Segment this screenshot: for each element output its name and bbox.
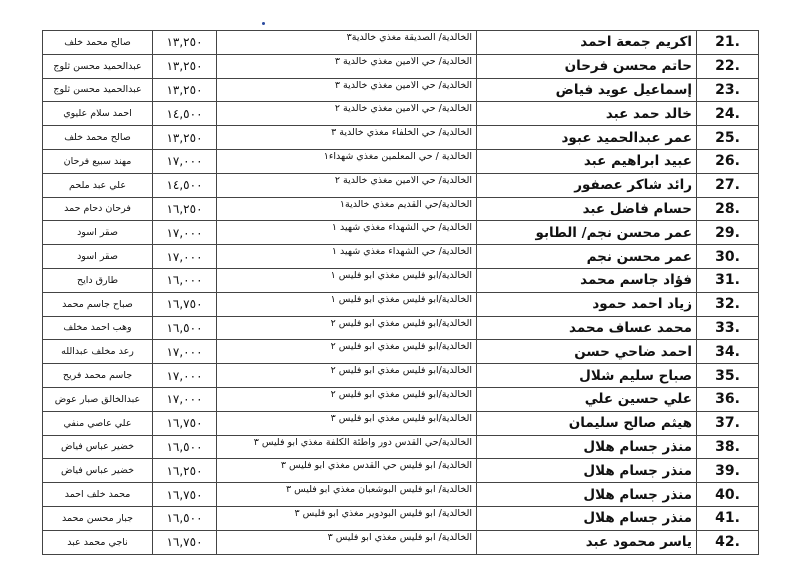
address-cell: الخالدية/ حي الامين مغذي خالدية ٣ [217, 54, 477, 78]
name-cell: ياسر محمود عبد [477, 530, 697, 554]
amount-cell: ١٦,٧٥٠ [153, 292, 217, 316]
amount-cell: ١٧,٠٠٠ [153, 149, 217, 173]
row-number-cell: 37. [697, 411, 759, 435]
representative-cell: صالح محمد خلف [43, 126, 153, 150]
name-cell: منذر جسام هلال [477, 483, 697, 507]
name-cell: محمد عساف محمد [477, 316, 697, 340]
name-cell: حاتم محسن فرحان [477, 54, 697, 78]
amount-cell: ١٦,٧٥٠ [153, 411, 217, 435]
representative-cell: عبدالخالق صبار عوض [43, 387, 153, 411]
name-cell: عمر محسن نجم [477, 245, 697, 269]
amount-cell: ١٤,٥٠٠ [153, 173, 217, 197]
amount-cell: ١٦,٥٠٠ [153, 506, 217, 530]
name-cell: هيثم صالح سليمان [477, 411, 697, 435]
representative-cell: جاسم محمد فريح [43, 364, 153, 388]
name-cell: منذر جسام هلال [477, 506, 697, 530]
address-cell: الخالدية/ حي الامين مغذي خالدية ٢ [217, 102, 477, 126]
representative-cell: وهب احمد مخلف [43, 316, 153, 340]
records-table [42, 30, 759, 555]
amount-cell: ١٣,٢٥٠ [153, 54, 217, 78]
representative-cell: ناجي محمد عبد [43, 530, 153, 554]
table-row [43, 316, 759, 340]
name-cell: احمد ضاحي حسن [477, 340, 697, 364]
row-number-cell: 33. [697, 316, 759, 340]
address-cell: الخالدية/ابو فليس مغذي ابو فليس ٢ [217, 340, 477, 364]
row-number-cell: 22. [697, 54, 759, 78]
table-row [43, 483, 759, 507]
row-number-cell: 34. [697, 340, 759, 364]
address-cell: الخالدية/ابو فليس مغذي ابو فليس ٣ [217, 411, 477, 435]
amount-cell: ١٧,٠٠٠ [153, 387, 217, 411]
row-number-cell: 28. [697, 197, 759, 221]
amount-cell: ١٣,٢٥٠ [153, 126, 217, 150]
row-number-cell: 38. [697, 435, 759, 459]
address-cell: الخالدية/ ابو فليس حي القدس مغذي ابو فليس ٣ [217, 459, 477, 483]
name-cell: زياد احمد حمود [477, 292, 697, 316]
representative-cell: مهند سبيع فرحان [43, 149, 153, 173]
name-cell: خالد حمد عبد [477, 102, 697, 126]
row-number-cell: 41. [697, 506, 759, 530]
row-number-cell: 42. [697, 530, 759, 554]
row-number-cell: 31. [697, 268, 759, 292]
table-row [43, 102, 759, 126]
row-number-cell: 25. [697, 126, 759, 150]
representative-cell: جبار محسن محمد [43, 506, 153, 530]
amount-cell: ١٧,٠٠٠ [153, 364, 217, 388]
amount-cell: ١٦,٧٥٠ [153, 530, 217, 554]
name-cell: علي حسين علي [477, 387, 697, 411]
row-number-cell: 30. [697, 245, 759, 269]
table-row [43, 54, 759, 78]
address-cell: الخالدية/ حي الامين مغذي خالدية ٣ [217, 78, 477, 102]
table-row [43, 197, 759, 221]
representative-cell: خضير عباس فياض [43, 435, 153, 459]
row-number-cell: 32. [697, 292, 759, 316]
representative-cell: احمد سلام عليوي [43, 102, 153, 126]
name-cell: عمر عبدالحميد عبود [477, 126, 697, 150]
table-row [43, 292, 759, 316]
row-number-cell: 23. [697, 78, 759, 102]
table-row [43, 78, 759, 102]
address-cell: الخالدية/حي القديم مغذي خالدية١ [217, 197, 477, 221]
address-cell: الخالدية/ابو فليس مغذي ابو فليس ٢ [217, 364, 477, 388]
name-cell: إسماعيل عويد فياض [477, 78, 697, 102]
table-row [43, 506, 759, 530]
table-row [43, 268, 759, 292]
name-cell: فؤاد جاسم محمد [477, 268, 697, 292]
row-number-cell: 27. [697, 173, 759, 197]
row-number-cell: 35. [697, 364, 759, 388]
amount-cell: ١٦,٢٥٠ [153, 459, 217, 483]
address-cell: الخالدية/ حي الامين مغذي خالدية ٢ [217, 173, 477, 197]
representative-cell: علي عبد ملحم [43, 173, 153, 197]
address-cell: الخالدية/ابو فليس مغذي ابو فليس ١ [217, 292, 477, 316]
name-cell: رائد شاكر عصفور [477, 173, 697, 197]
name-cell: عمر محسن نجم/ الطابو [477, 221, 697, 245]
table-row [43, 435, 759, 459]
row-number-cell: 40. [697, 483, 759, 507]
row-number-cell: 21. [697, 31, 759, 55]
amount-cell: ١٦,٧٥٠ [153, 483, 217, 507]
amount-cell: ١٧,٠٠٠ [153, 340, 217, 364]
amount-cell: ١٤,٥٠٠ [153, 102, 217, 126]
table-row [43, 530, 759, 554]
table-row [43, 411, 759, 435]
table-row [43, 245, 759, 269]
table-row [43, 364, 759, 388]
table-row [43, 340, 759, 364]
row-number-cell: 36. [697, 387, 759, 411]
representative-cell: علي عاصي منفي [43, 411, 153, 435]
name-cell: صباح سليم شلال [477, 364, 697, 388]
amount-cell: ١٣,٢٥٠ [153, 78, 217, 102]
table-row [43, 459, 759, 483]
representative-cell: صالح محمد خلف [43, 31, 153, 55]
row-number-cell: 26. [697, 149, 759, 173]
name-cell: منذر جسام هلال [477, 459, 697, 483]
amount-cell: ١٧,٠٠٠ [153, 221, 217, 245]
name-cell: منذر جسام هلال [477, 435, 697, 459]
address-cell: الخالدية/ ابو فليس البوشعبان مغذي ابو فليس ٣ [217, 483, 477, 507]
row-number-cell: 24. [697, 102, 759, 126]
representative-cell: صقر اسود [43, 245, 153, 269]
representative-cell: صقر اسود [43, 221, 153, 245]
amount-cell: ١٦,٥٠٠ [153, 316, 217, 340]
table-row [43, 149, 759, 173]
ink-dot [262, 22, 265, 25]
table-row [43, 126, 759, 150]
address-cell: الخالدية/ ابو فليس البودوير مغذي ابو فليس ٣ [217, 506, 477, 530]
representative-cell: محمد خلف احمد [43, 483, 153, 507]
address-cell: الخالدية/ابو فليس مغذي ابو فليس ٢ [217, 316, 477, 340]
table-row [43, 173, 759, 197]
table-row [43, 221, 759, 245]
address-cell: الخالدية / حي المعلمين مغذي شهداء١ [217, 149, 477, 173]
address-cell: الخالدية/ حي الخلفاء مغذي خالدية ٣ [217, 126, 477, 150]
amount-cell: ١٣,٢٥٠ [153, 31, 217, 55]
table-row [43, 31, 759, 55]
representative-cell: رعد مخلف عبدالله [43, 340, 153, 364]
address-cell: الخالدية/ الصديقة مغذي خالدية٣ [217, 31, 477, 55]
address-cell: الخالدية/حي القدس دور واطئة الكلفة مغذي ابو فليس ٣ [217, 435, 477, 459]
address-cell: الخالدية/ابو فليس مغذي ابو فليس ١ [217, 268, 477, 292]
amount-cell: ١٦,٠٠٠ [153, 268, 217, 292]
representative-cell: خضير عباس فياض [43, 459, 153, 483]
amount-cell: ١٦,٥٠٠ [153, 435, 217, 459]
representative-cell: عبدالحميد محسن ثلوج [43, 78, 153, 102]
row-number-cell: 29. [697, 221, 759, 245]
table-body [43, 31, 759, 555]
address-cell: الخالدية/ حي الشهداء مغذي شهيد ١ [217, 221, 477, 245]
representative-cell: صباح جاسم محمد [43, 292, 153, 316]
representative-cell: طارق دايح [43, 268, 153, 292]
representative-cell: عبدالحميد محسن ثلوج [43, 54, 153, 78]
address-cell: الخالدية/ابو فليس مغذي ابو فليس ٢ [217, 387, 477, 411]
amount-cell: ١٦,٢٥٠ [153, 197, 217, 221]
name-cell: عبيد ابراهيم عبد [477, 149, 697, 173]
name-cell: حسام فاضل عبد [477, 197, 697, 221]
address-cell: الخالدية/ حي الشهداء مغذي شهيد ١ [217, 245, 477, 269]
representative-cell: فرحان دحام حمد [43, 197, 153, 221]
amount-cell: ١٧,٠٠٠ [153, 245, 217, 269]
address-cell: الخالدية/ ابو فليس مغذي ابو فليس ٣ [217, 530, 477, 554]
table-row [43, 387, 759, 411]
name-cell: اكريم جمعة احمد [477, 31, 697, 55]
row-number-cell: 39. [697, 459, 759, 483]
